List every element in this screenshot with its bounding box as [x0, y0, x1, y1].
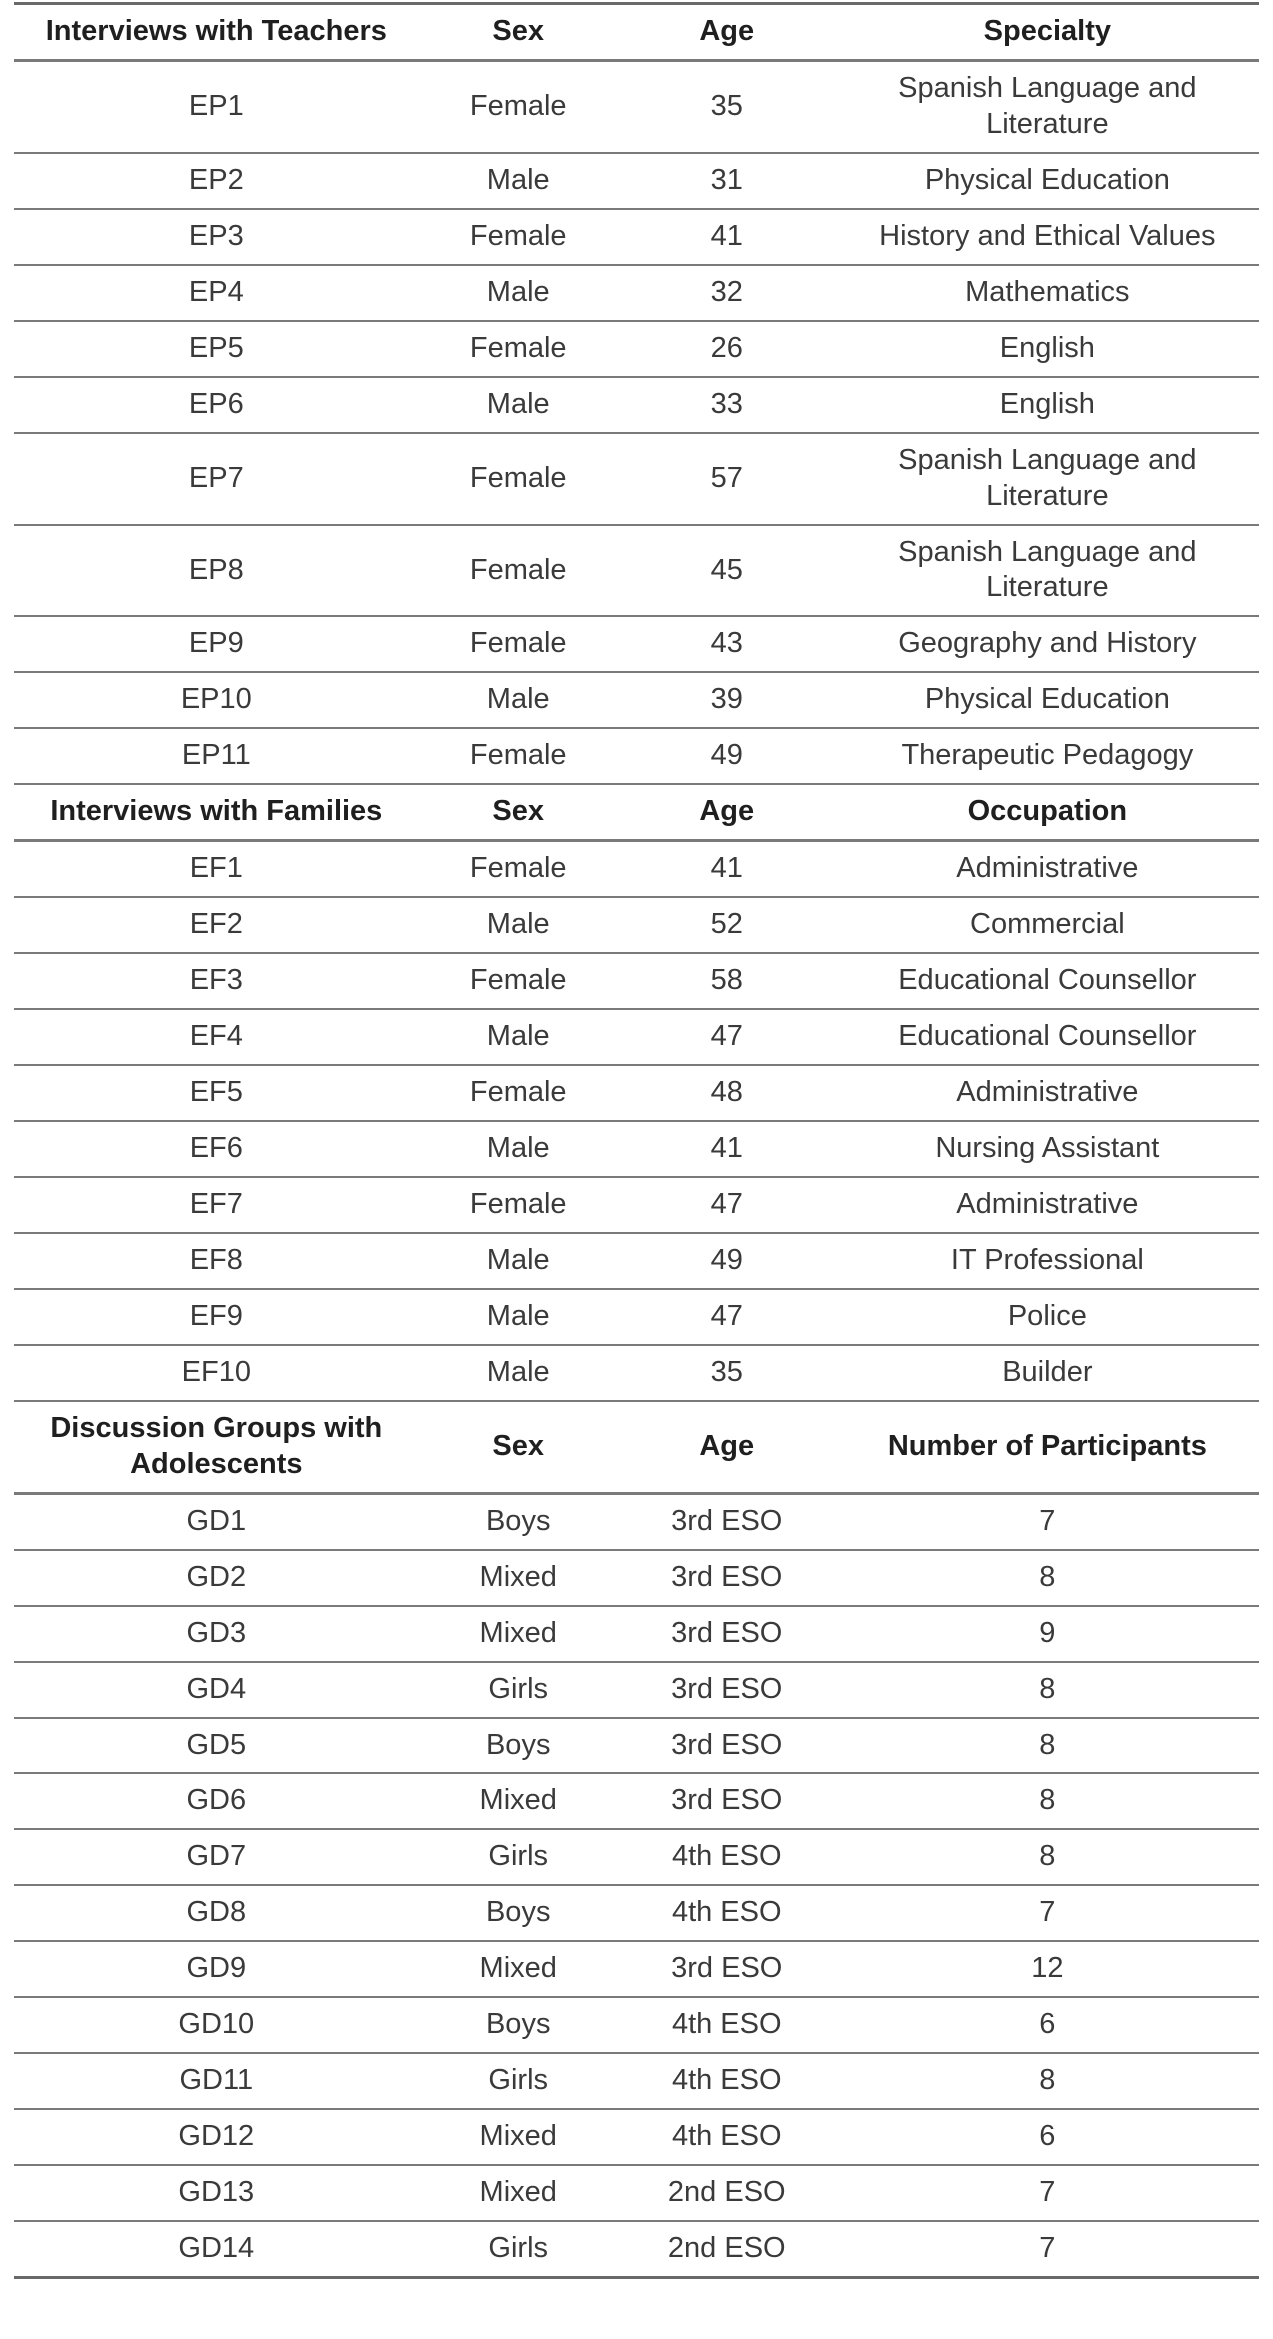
cell-age: 49: [618, 728, 836, 784]
table-row: [14, 1662, 1259, 1718]
cell-participant-id: EF1: [14, 841, 419, 897]
table-row: [14, 1773, 1259, 1829]
cell-participant-id: EP11: [14, 728, 419, 784]
cell-detail: 8: [836, 1718, 1259, 1774]
cell-detail: 8: [836, 1829, 1259, 1885]
cell-sex: Mixed: [419, 1773, 618, 1829]
cell-sex: Female: [419, 433, 618, 525]
cell-age: 4th ESO: [618, 1885, 836, 1941]
cell-participant-id: EF2: [14, 897, 419, 953]
col-header-sex: Sex: [419, 1401, 618, 1493]
cell-sex: Female: [419, 1177, 618, 1233]
cell-sex: Male: [419, 1233, 618, 1289]
cell-detail: 12: [836, 1941, 1259, 1997]
cell-participant-id: GD1: [14, 1493, 419, 1549]
cell-sex: Female: [419, 841, 618, 897]
cell-sex: Mixed: [419, 1941, 618, 1997]
cell-detail: Builder: [836, 1345, 1259, 1401]
cell-detail: IT Professional: [836, 1233, 1259, 1289]
table-row: [14, 953, 1259, 1009]
table-row: [14, 1177, 1259, 1233]
table-row: [14, 672, 1259, 728]
cell-age: 4th ESO: [618, 2109, 836, 2165]
cell-detail: Nursing Assistant: [836, 1121, 1259, 1177]
cell-detail: 7: [836, 2221, 1259, 2277]
cell-detail: Educational Counsellor: [836, 1009, 1259, 1065]
cell-age: 3rd ESO: [618, 1606, 836, 1662]
cell-age: 41: [618, 841, 836, 897]
cell-detail: 7: [836, 2165, 1259, 2221]
cell-age: 47: [618, 1289, 836, 1345]
cell-sex: Boys: [419, 1493, 618, 1549]
cell-age: 4th ESO: [618, 1829, 836, 1885]
cell-sex: Girls: [419, 1662, 618, 1718]
cell-participant-id: EP4: [14, 265, 419, 321]
col-header-detail: Specialty: [836, 4, 1259, 61]
cell-participant-id: GD5: [14, 1718, 419, 1774]
cell-age: 57: [618, 433, 836, 525]
cell-detail: 7: [836, 1885, 1259, 1941]
cell-detail: Administrative: [836, 841, 1259, 897]
table-row: [14, 1009, 1259, 1065]
cell-detail: Physical Education: [836, 672, 1259, 728]
cell-sex: Male: [419, 1289, 618, 1345]
cell-age: 33: [618, 377, 836, 433]
cell-sex: Female: [419, 60, 618, 152]
cell-participant-id: EF5: [14, 1065, 419, 1121]
table-row: [14, 525, 1259, 617]
cell-sex: Male: [419, 153, 618, 209]
cell-sex: Male: [419, 377, 618, 433]
cell-sex: Female: [419, 616, 618, 672]
cell-participant-id: GD4: [14, 1662, 419, 1718]
col-header-sex: Sex: [419, 784, 618, 840]
table-row: [14, 321, 1259, 377]
cell-detail: Spanish Language and Literature: [836, 525, 1259, 617]
cell-sex: Male: [419, 1009, 618, 1065]
cell-sex: Female: [419, 728, 618, 784]
cell-detail: 6: [836, 1997, 1259, 2053]
cell-participant-id: GD7: [14, 1829, 419, 1885]
table-row: [14, 1606, 1259, 1662]
cell-detail: Police: [836, 1289, 1259, 1345]
cell-age: 39: [618, 672, 836, 728]
table-row: [14, 209, 1259, 265]
table-row: [14, 616, 1259, 672]
cell-participant-id: EP2: [14, 153, 419, 209]
cell-detail: English: [836, 377, 1259, 433]
cell-detail: Therapeutic Pedagogy: [836, 728, 1259, 784]
cell-participant-id: GD12: [14, 2109, 419, 2165]
cell-participant-id: EP9: [14, 616, 419, 672]
table-row: [14, 1829, 1259, 1885]
table-row: [14, 265, 1259, 321]
cell-detail: 8: [836, 1550, 1259, 1606]
cell-participant-id: GD10: [14, 1997, 419, 2053]
table-row: [14, 841, 1259, 897]
table-row: [14, 1941, 1259, 1997]
cell-participant-id: EF3: [14, 953, 419, 1009]
cell-sex: Female: [419, 525, 618, 617]
cell-sex: Female: [419, 209, 618, 265]
cell-detail: Administrative: [836, 1065, 1259, 1121]
cell-age: 3rd ESO: [618, 1718, 836, 1774]
table-row: [14, 897, 1259, 953]
table-row: [14, 153, 1259, 209]
cell-participant-id: GD6: [14, 1773, 419, 1829]
cell-detail: History and Ethical Values: [836, 209, 1259, 265]
col-header-sex: Sex: [419, 4, 618, 61]
cell-participant-id: EP1: [14, 60, 419, 152]
cell-participant-id: EF4: [14, 1009, 419, 1065]
cell-participant-id: GD11: [14, 2053, 419, 2109]
cell-participant-id: EP3: [14, 209, 419, 265]
cell-detail: Spanish Language and Literature: [836, 60, 1259, 152]
table-row: [14, 433, 1259, 525]
table-row: [14, 1718, 1259, 1774]
table-row: [14, 1233, 1259, 1289]
cell-sex: Boys: [419, 1885, 618, 1941]
cell-participant-id: GD14: [14, 2221, 419, 2277]
table-row: [14, 1065, 1259, 1121]
cell-age: 35: [618, 1345, 836, 1401]
cell-participant-id: GD8: [14, 1885, 419, 1941]
cell-detail: English: [836, 321, 1259, 377]
section-title: Interviews with Families: [14, 784, 419, 840]
col-header-age: Age: [618, 784, 836, 840]
cell-age: 45: [618, 525, 836, 617]
cell-participant-id: EF10: [14, 1345, 419, 1401]
cell-age: 3rd ESO: [618, 1773, 836, 1829]
cell-age: 26: [618, 321, 836, 377]
table-row: [14, 377, 1259, 433]
cell-age: 47: [618, 1009, 836, 1065]
cell-age: 52: [618, 897, 836, 953]
cell-sex: Female: [419, 1065, 618, 1121]
section-title: Discussion Groups with Adolescents: [14, 1401, 419, 1493]
table-row: [14, 728, 1259, 784]
cell-sex: Boys: [419, 1718, 618, 1774]
cell-sex: Girls: [419, 1829, 618, 1885]
cell-detail: Administrative: [836, 1177, 1259, 1233]
participants-table-body: [14, 4, 1259, 2278]
cell-sex: Male: [419, 1121, 618, 1177]
cell-participant-id: GD2: [14, 1550, 419, 1606]
cell-age: 47: [618, 1177, 836, 1233]
cell-sex: Male: [419, 1345, 618, 1401]
table-row: [14, 2053, 1259, 2109]
cell-detail: Physical Education: [836, 153, 1259, 209]
section-header-row: [14, 784, 1259, 840]
table-row: [14, 1885, 1259, 1941]
cell-detail: 8: [836, 1773, 1259, 1829]
cell-sex: Girls: [419, 2053, 618, 2109]
table-row: [14, 2221, 1259, 2277]
cell-detail: 8: [836, 1662, 1259, 1718]
cell-sex: Mixed: [419, 1606, 618, 1662]
cell-participant-id: EP10: [14, 672, 419, 728]
table-row: [14, 2165, 1259, 2221]
col-header-age: Age: [618, 4, 836, 61]
cell-age: 31: [618, 153, 836, 209]
cell-sex: Male: [419, 672, 618, 728]
cell-detail: Spanish Language and Literature: [836, 433, 1259, 525]
cell-age: 43: [618, 616, 836, 672]
col-header-detail: Number of Participants: [836, 1401, 1259, 1493]
cell-age: 3rd ESO: [618, 1662, 836, 1718]
cell-age: 41: [618, 209, 836, 265]
col-header-detail: Occupation: [836, 784, 1259, 840]
cell-participant-id: EP6: [14, 377, 419, 433]
cell-sex: Boys: [419, 1997, 618, 2053]
cell-participant-id: GD13: [14, 2165, 419, 2221]
cell-sex: Male: [419, 897, 618, 953]
cell-age: 35: [618, 60, 836, 152]
table-row: [14, 60, 1259, 152]
cell-participant-id: EF8: [14, 1233, 419, 1289]
cell-sex: Mixed: [419, 1550, 618, 1606]
cell-participant-id: EF9: [14, 1289, 419, 1345]
cell-age: 32: [618, 265, 836, 321]
section-title: Interviews with Teachers: [14, 4, 419, 61]
cell-detail: 7: [836, 1493, 1259, 1549]
cell-participant-id: GD3: [14, 1606, 419, 1662]
cell-detail: Geography and History: [836, 616, 1259, 672]
cell-age: 41: [618, 1121, 836, 1177]
participants-table: [14, 2, 1259, 2279]
cell-age: 4th ESO: [618, 2053, 836, 2109]
cell-detail: Educational Counsellor: [836, 953, 1259, 1009]
cell-sex: Female: [419, 953, 618, 1009]
cell-participant-id: EF6: [14, 1121, 419, 1177]
cell-detail: 9: [836, 1606, 1259, 1662]
table-row: [14, 2109, 1259, 2165]
cell-age: 48: [618, 1065, 836, 1121]
cell-detail: 6: [836, 2109, 1259, 2165]
table-row: [14, 1997, 1259, 2053]
cell-age: 58: [618, 953, 836, 1009]
cell-age: 3rd ESO: [618, 1493, 836, 1549]
cell-age: 3rd ESO: [618, 1550, 836, 1606]
cell-age: 2nd ESO: [618, 2221, 836, 2277]
table-row: [14, 1493, 1259, 1549]
section-header-row: [14, 1401, 1259, 1493]
col-header-age: Age: [618, 1401, 836, 1493]
cell-participant-id: EP5: [14, 321, 419, 377]
cell-age: 4th ESO: [618, 1997, 836, 2053]
table-row: [14, 1289, 1259, 1345]
cell-detail: 8: [836, 2053, 1259, 2109]
cell-participant-id: EP8: [14, 525, 419, 617]
cell-sex: Female: [419, 321, 618, 377]
cell-sex: Mixed: [419, 2165, 618, 2221]
table-row: [14, 1550, 1259, 1606]
table-row: [14, 1345, 1259, 1401]
cell-age: 49: [618, 1233, 836, 1289]
cell-sex: Mixed: [419, 2109, 618, 2165]
cell-age: 3rd ESO: [618, 1941, 836, 1997]
cell-sex: Male: [419, 265, 618, 321]
table-row: [14, 1121, 1259, 1177]
section-header-row: [14, 4, 1259, 61]
cell-detail: Commercial: [836, 897, 1259, 953]
cell-participant-id: GD9: [14, 1941, 419, 1997]
cell-age: 2nd ESO: [618, 2165, 836, 2221]
cell-detail: Mathematics: [836, 265, 1259, 321]
cell-participant-id: EF7: [14, 1177, 419, 1233]
cell-sex: Girls: [419, 2221, 618, 2277]
cell-participant-id: EP7: [14, 433, 419, 525]
